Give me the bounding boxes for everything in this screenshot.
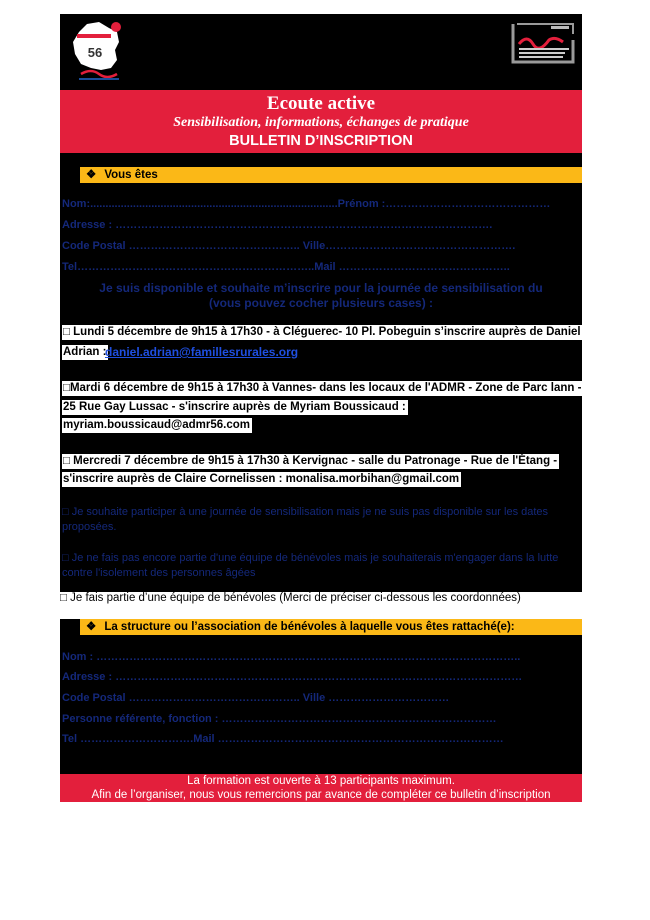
session-mercredi-contact[interactable]: s'inscrire auprès de Claire Cornelissen : monalisa.morbihan@gmail.com	[63, 473, 460, 485]
diamond-bullet-icon: ❖	[86, 621, 97, 633]
session-lundi-contact: Adrian :	[63, 346, 107, 358]
session-mercredi-checkbox[interactable]: □ Mercredi 7 décembre de 9h15 à 17h30 à Kervignac - salle du Patronage - Rue de l'Étang -	[63, 455, 558, 467]
field-structure-nom[interactable]: Nom : ……………………………………………………………………………………………………..	[62, 651, 521, 663]
section-heading-vous-etes	[80, 167, 582, 183]
session-mardi-address: 25 Rue Gay Lussac - s'inscrire auprès de Myriam Boussicaud :	[63, 401, 406, 413]
page-subtitle: Sensibilisation, informations, échanges de pratique	[173, 115, 469, 130]
footer-line-1: La formation est ouverte à 13 participants maximum.	[187, 775, 455, 787]
diamond-bullet-icon: ❖	[86, 169, 97, 181]
email-myriam[interactable]: myriam.boussicaud@admr56.com	[63, 419, 250, 431]
section-heading-text: La structure ou l’association de bénévoles à laquelle vous êtes rattaché(e):	[104, 621, 515, 633]
field-nom-prenom[interactable]: Nom:.................................................................................Prénom :………………………………………	[62, 198, 551, 210]
session-lundi-checkbox[interactable]: □ Lundi 5 décembre de 9h15 à 17h30 - à Cléguerec- 10 Pl. Pobeguin s’inscrire auprès de Daniel	[63, 326, 581, 338]
section-vous-etes	[60, 153, 582, 592]
option-unavailable-checkbox[interactable]: □ Je souhaite participer à une journée de sensibilisation mais je ne suis pas disponible sur les dates proposées.	[62, 506, 549, 533]
field-tel-mail[interactable]: Tel………………………………………………………..Mail ………………………………………..	[62, 261, 510, 273]
france-56-logo	[67, 20, 125, 82]
header-logo-bar	[60, 14, 582, 90]
page-title: Ecoute active	[266, 93, 376, 114]
title-band	[60, 90, 582, 153]
field-structure-adresse[interactable]: Adresse : …………………………………………………………………………………………………	[62, 671, 523, 683]
field-structure-tel-mail[interactable]: Tel ………………………….Mail ……………………………………………………………………	[62, 733, 504, 745]
availability-text-2: (vous pouvez cocher plusieurs cases) :	[208, 296, 434, 310]
footer-line-2: Afin de l’organiser, nous vous remercions par avance de compléter ce bulletin d’inscription	[91, 789, 551, 801]
section-heading-text: Vous êtes	[104, 169, 158, 181]
section-structure	[60, 619, 582, 774]
field-code-postal-ville[interactable]: Code Postal ……………………………………….. Ville…………………………………………….	[62, 240, 516, 252]
monalisa-logo	[509, 20, 577, 66]
form-name: BULLETIN D’INSCRIPTION	[229, 133, 413, 149]
option-volunteer-checkbox[interactable]: □ Je fais partie d’une équipe de bénévoles (Merci de préciser ci-dessous les coordonnées)	[60, 592, 521, 604]
session-mardi-checkbox[interactable]: □Mardi 6 décembre de 9h15 à 17h30 à Vannes- dans les locaux de l'ADMR - Zone de Parc lann -	[63, 382, 582, 394]
availability-text-1: Je suis disponible et souhaite m’inscrire pour la journée de sensibilisation du	[99, 281, 543, 295]
section-heading-structure	[80, 619, 582, 635]
field-adresse[interactable]: Adresse : ………………………………………………………………………………………….	[62, 219, 493, 231]
field-structure-cp-ville[interactable]: Code Postal ……………………………………….. Ville ……………………………	[62, 692, 450, 704]
email-link-daniel[interactable]: daniel.adrian@famillesrurales.org	[105, 345, 299, 359]
footer-band	[60, 774, 582, 802]
field-personne-referente[interactable]: Personne référente, fonction : …………………………………………………………………	[62, 713, 497, 725]
logo-number: 56	[87, 45, 103, 60]
option-not-volunteer-checkbox[interactable]: □ Je ne fais pas encore partie d'une équipe de bénévoles mais je souhaiterais m'engager dans la lutte contre l'isolement des personnes âgées	[62, 552, 559, 579]
